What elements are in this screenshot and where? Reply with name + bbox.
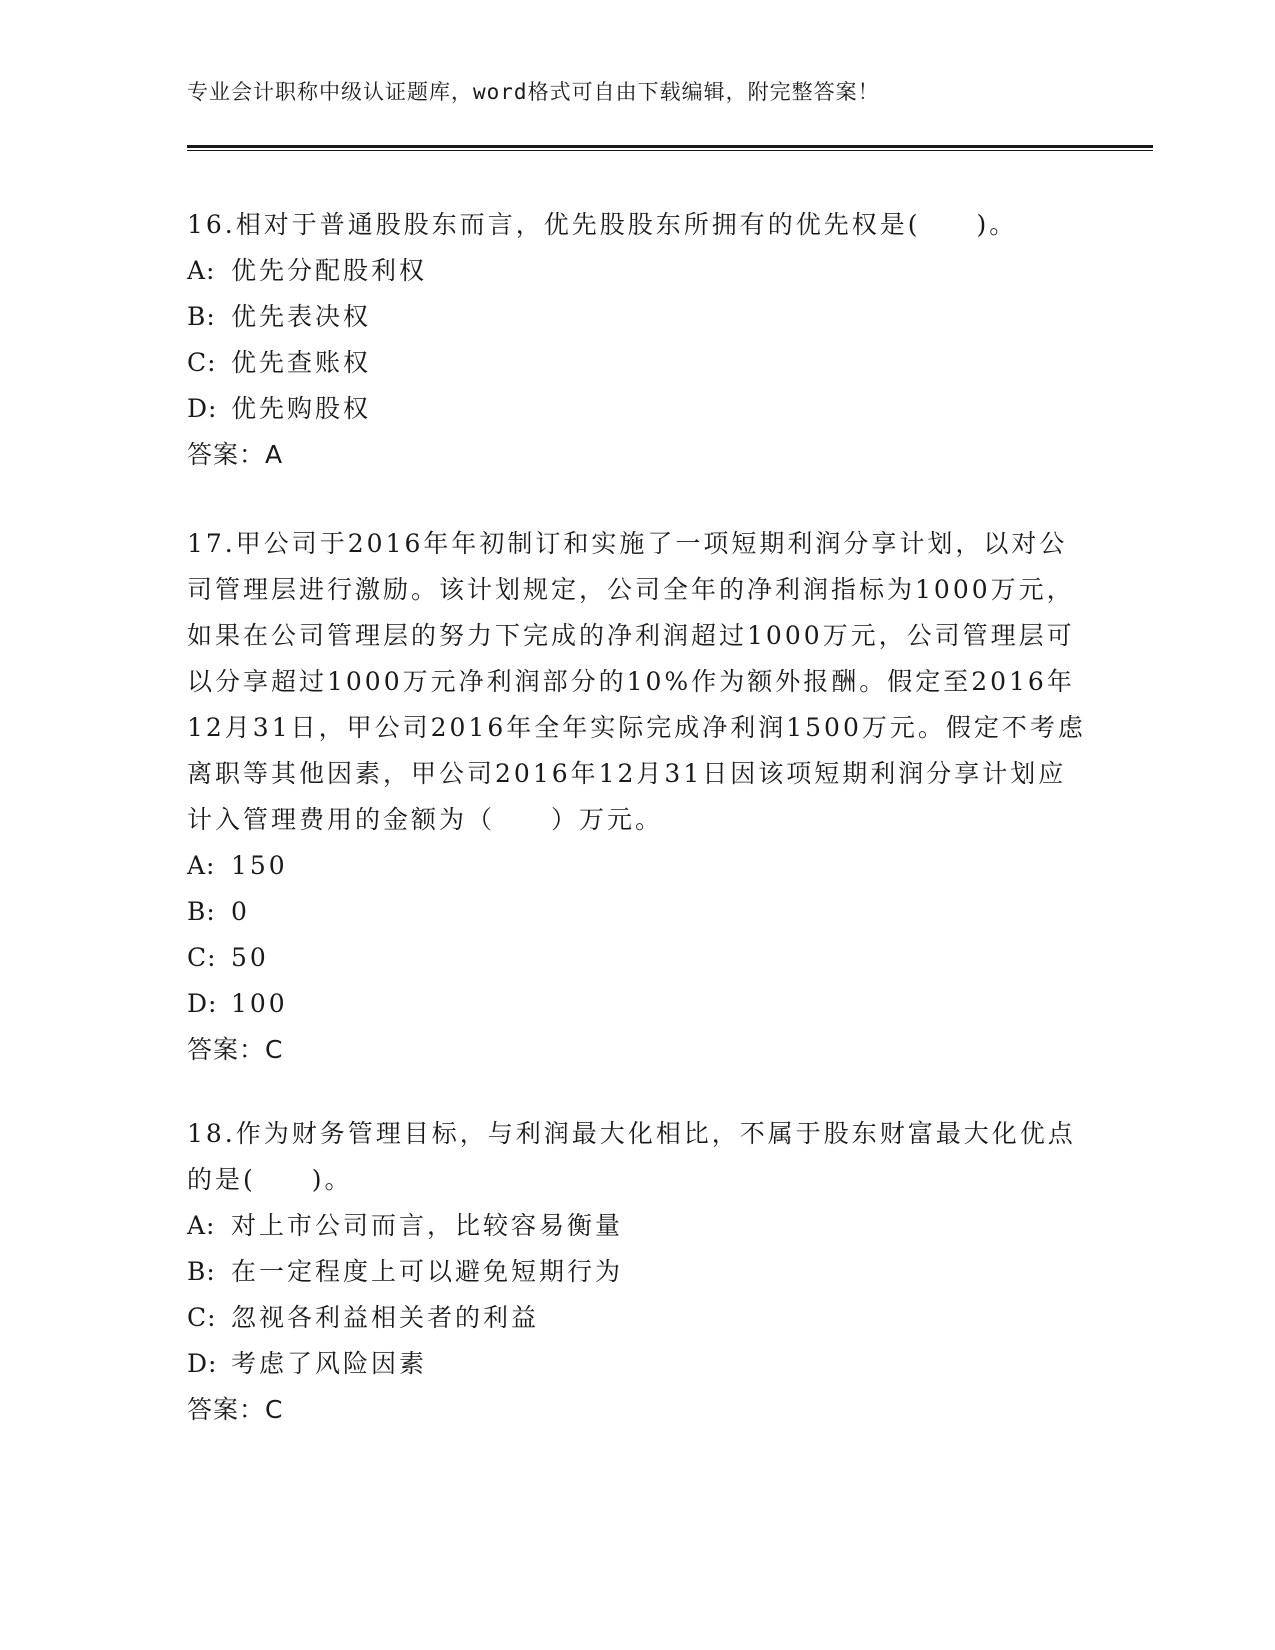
- option-letter: B:: [187, 897, 216, 926]
- option-letter: C:: [187, 1303, 217, 1332]
- option-b: [187, 294, 1087, 340]
- question-stem: 16.相对于普通股股东而言，优先股股东所拥有的优先权是( )。: [187, 210, 1018, 239]
- option-text: 优先查账权: [231, 348, 372, 377]
- header-divider-thick: [187, 145, 1153, 148]
- option-letter: C:: [187, 348, 217, 377]
- option-letter: D:: [187, 989, 218, 1018]
- option-letter: D:: [187, 394, 218, 423]
- option-c: [187, 340, 1087, 386]
- header-divider-thin: [187, 150, 1153, 151]
- option-letter: A:: [187, 1211, 216, 1240]
- option-letter: B:: [187, 302, 216, 331]
- option-text: 考虑了风险因素: [231, 1349, 428, 1378]
- option-letter: D:: [187, 1349, 218, 1378]
- option-a: [187, 248, 1087, 294]
- option-text: 对上市公司而言，比较容易衡量: [231, 1211, 624, 1240]
- question-18: [187, 1111, 1087, 1433]
- option-letter: A:: [187, 851, 216, 880]
- option-text: 在一定程度上可以避免短期行为: [231, 1257, 624, 1286]
- option-text: 100: [231, 989, 288, 1018]
- option-letter: B:: [187, 1257, 216, 1286]
- question-stem: 17.甲公司于2016年年初制订和实施了一项短期利润分享计划，以对公司管理层进行激励。该计划规定，公司全年的净利润指标为1000万元，如果在公司管理层的努力下完成的净利润超过1000万元，公司管理层可以分享超过1000万元净利润部分的10%作为额外报酬。假定至2016年12月31日，甲公司2016年全年实际完成净利润1500万元。假定不考虑离职等其他因素，甲公司2016年12月31日因该项短期利润分享计划应计入管理费用的金额为（ ）万元。: [187, 529, 1086, 834]
- option-a: [187, 843, 1087, 889]
- option-letter: A:: [187, 256, 216, 285]
- option-text: 优先表决权: [231, 302, 372, 331]
- question-16: [187, 202, 1087, 478]
- option-c: [187, 935, 1087, 981]
- option-d: [187, 1341, 1087, 1387]
- page-header-title: 专业会计职称中级认证题库，word格式可自由下载编辑，附完整答案！: [187, 80, 880, 104]
- question-stem: 18.作为财务管理目标，与利润最大化相比，不属于股东财富最大化优点的是( )。: [187, 1119, 1076, 1194]
- option-c: [187, 1295, 1087, 1341]
- option-d: [187, 386, 1087, 432]
- option-text: 优先购股权: [231, 394, 372, 423]
- option-letter: C:: [187, 943, 217, 972]
- question-17: [187, 521, 1087, 1073]
- option-d: [187, 981, 1087, 1027]
- option-b: [187, 1249, 1087, 1295]
- option-a: [187, 1203, 1087, 1249]
- option-text: 50: [231, 943, 269, 972]
- answer-line: 答案：A: [187, 440, 284, 469]
- option-text: 150: [231, 851, 288, 880]
- option-text: 优先分配股利权: [231, 256, 428, 285]
- answer-line: 答案：C: [187, 1395, 284, 1424]
- option-b: [187, 889, 1087, 935]
- answer-line: 答案：C: [187, 1035, 284, 1064]
- option-text: 忽视各利益相关者的利益: [231, 1303, 540, 1332]
- option-text: 0: [231, 897, 250, 926]
